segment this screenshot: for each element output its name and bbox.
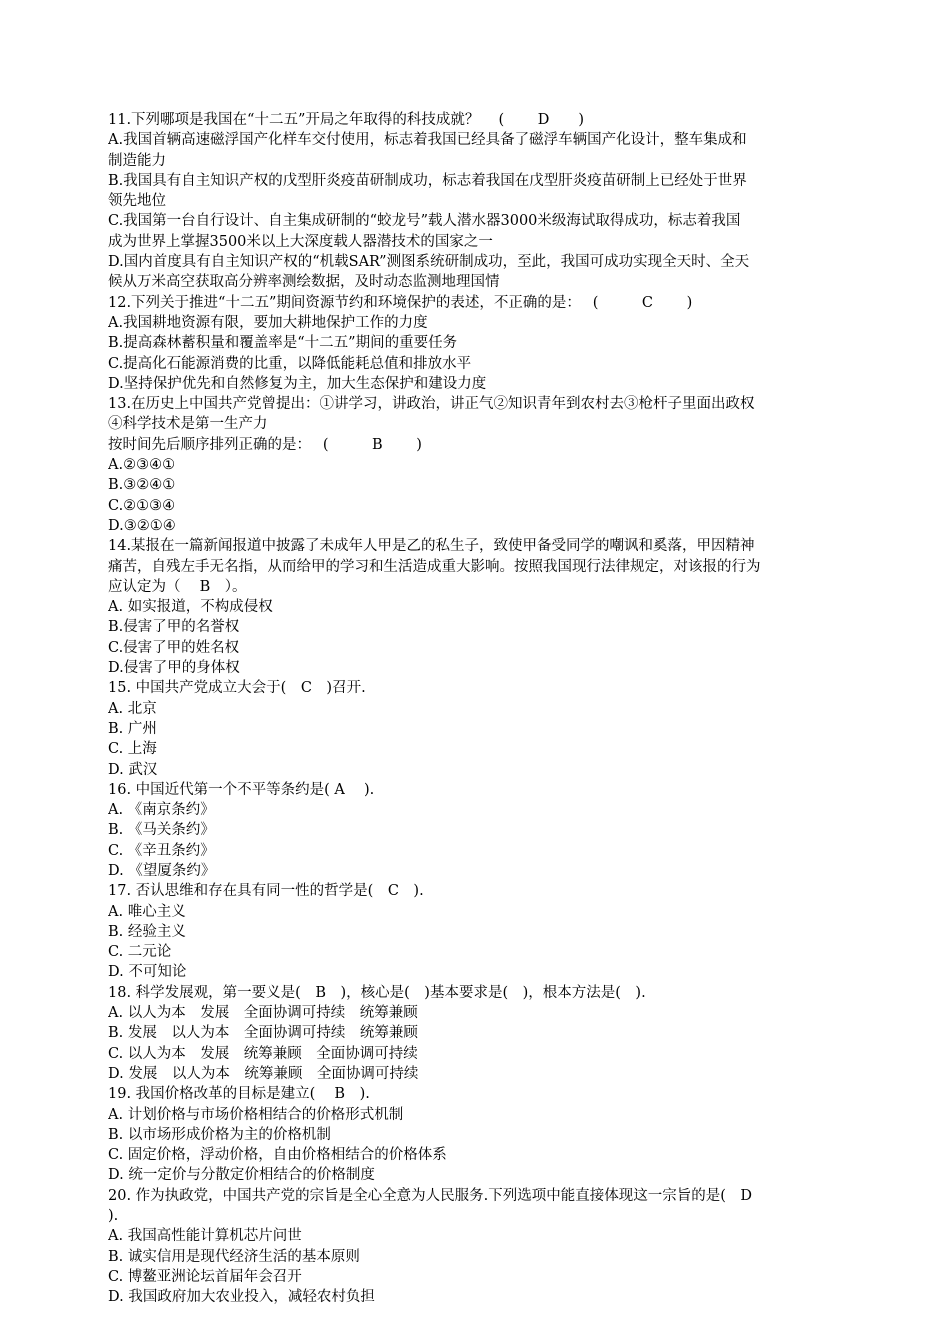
- text-line: D. 统一定价与分散定价相结合的价格制度: [108, 1167, 375, 1184]
- text-line: B. 经验主义: [108, 923, 186, 940]
- text-line: 13.在历史上中国共产党曾提出：①讲学习，讲政治，讲正气②知识青年到农村去③枪杆子里面出政权: [108, 396, 755, 413]
- text-line: D. 发展 以人为本 统筹兼顾 全面协调可持续: [108, 1065, 419, 1082]
- text-line: 20. 作为执政党，中国共产党的宗旨是全心全意为人民服务.下列选项中能直接体现这一宗旨的是( D: [108, 1187, 753, 1204]
- text-line: 19. 我国价格改革的目标是建立( B ).: [108, 1086, 370, 1103]
- text-line: C.我国第一台自行设计、自主集成研制的“蛟龙号”载人潜水器3000米级海试取得成功，标志着我国: [108, 213, 741, 230]
- text-line: B.提高森林蓄积量和覆盖率是“十二五”期间的重要任务: [108, 335, 458, 352]
- text-line: 成为世界上掌握3500米以上大深度载人器潜技术的国家之一: [108, 233, 493, 250]
- text-line: A.②③④①: [108, 457, 176, 474]
- text-line: C. 上海: [108, 741, 157, 758]
- text-line: C. 《辛丑条约》: [108, 842, 215, 859]
- text-line: 12.下列关于推进“十二五”期间资源节约和环境保护的表述，不正确的是： ( C ): [108, 294, 693, 311]
- text-line: A.我国耕地资源有限，要加大耕地保护工作的力度: [108, 314, 428, 331]
- text-line: B. 《马关条约》: [108, 822, 215, 839]
- text-line: B.③②④①: [108, 477, 176, 494]
- text-line: A. 北京: [108, 700, 157, 717]
- text-line: 应认定为（ B ）。: [108, 578, 247, 595]
- text-line: D.国内首度具有自主知识产权的“机载SAR”测图系统研制成功，至此，我国可成功实现全天时、全天: [108, 254, 750, 271]
- text-line: 领先地位: [108, 193, 166, 210]
- text-line: C.侵害了甲的姓名权: [108, 639, 240, 656]
- text-line: 痛苦，自残左手无名指，从而给甲的学习和生活造成重大影响。按照我国现行法律规定，对该报的行为: [108, 558, 761, 575]
- text-line: C. 固定价格，浮动价格，自由价格相结合的价格体系: [108, 1147, 447, 1164]
- text-line: B. 诚实信用是现代经济生活的基本原则: [108, 1248, 360, 1265]
- text-line: A. 以人为本 发展 全面协调可持续 统筹兼顾: [108, 1005, 418, 1022]
- text-line: D.坚持保护优先和自然修复为主，加大生态保护和建设力度: [108, 375, 487, 392]
- text-line: A. 如实报道，不构成侵权: [108, 599, 273, 616]
- text-line: C. 二元论: [108, 944, 172, 961]
- text-line: B. 发展 以人为本 全面协调可持续 统筹兼顾: [108, 1025, 418, 1042]
- text-line: 按时间先后顺序排列正确的是： ( B ): [108, 436, 422, 453]
- text-line: 14.某报在一篇新闻报道中披露了未成年人甲是乙的私生子，致使甲备受同学的嘲讽和奚落，甲因精神: [108, 538, 755, 555]
- text-line: D.侵害了甲的身体权: [108, 660, 240, 677]
- text-line: A. 唯心主义: [108, 903, 186, 920]
- text-line: A. 我国高性能计算机芯片问世: [108, 1228, 302, 1245]
- text-line: D. 不可知论: [108, 964, 187, 981]
- text-line: C.②①③④: [108, 497, 176, 514]
- text-line: ).: [108, 1208, 119, 1225]
- text-line: 18. 科学发展观，第一要义是( B )，核心是( )基本要求是( )，根本方法是( ).: [108, 984, 646, 1001]
- text-line: C. 博鳌亚洲论坛首届年会召开: [108, 1268, 302, 1285]
- text-line: C.提高化石能源消费的比重，以降低能耗总值和排放水平: [108, 355, 472, 372]
- text-line: B. 以市场形成价格为主的价格机制: [108, 1126, 331, 1143]
- text-line: B.侵害了甲的名誉权: [108, 619, 240, 636]
- text-line: 候从万米高空获取高分辨率测绘数据，及时动态监测地理国情: [108, 274, 500, 291]
- text-line: 制造能力: [108, 152, 166, 169]
- text-line: A. 计划价格与市场价格相结合的价格形式机制: [108, 1106, 404, 1123]
- text-line: B. 广州: [108, 720, 157, 737]
- text-line: ④科学技术是第一生产力: [108, 416, 268, 433]
- text-line: A.我国首辆高速磁浮国产化样车交付使用，标志着我国已经具备了磁浮车辆国产化设计，整车集成和: [108, 132, 747, 149]
- text-line: 16. 中国近代第一个不平等条约是( A ).: [108, 781, 375, 798]
- text-line: D. 《望厦条约》: [108, 862, 216, 879]
- document-page: [108, 110, 850, 1308]
- text-line: 17. 否认思维和存在具有同一性的哲学是( C ).: [108, 883, 424, 900]
- text-line: C. 以人为本 发展 统筹兼顾 全面协调可持续: [108, 1045, 418, 1062]
- text-line: D.③②①④: [108, 517, 176, 534]
- text-line: B.我国具有自主知识产权的戊型肝炎疫苗研制成功，标志着我国在戊型肝炎疫苗研制上已经处于世界: [108, 172, 747, 189]
- text-line: D. 武汉: [108, 761, 158, 778]
- text-line: 15. 中国共产党成立大会于( C )召开.: [108, 680, 366, 697]
- text-line: A. 《南京条约》: [108, 802, 215, 819]
- text-line: D. 我国政府加大农业投入，减轻农村负担: [108, 1289, 375, 1306]
- text-line: 11.下列哪项是我国在“十二五”开局之年取得的科技成就？ ( D ): [108, 112, 585, 128]
